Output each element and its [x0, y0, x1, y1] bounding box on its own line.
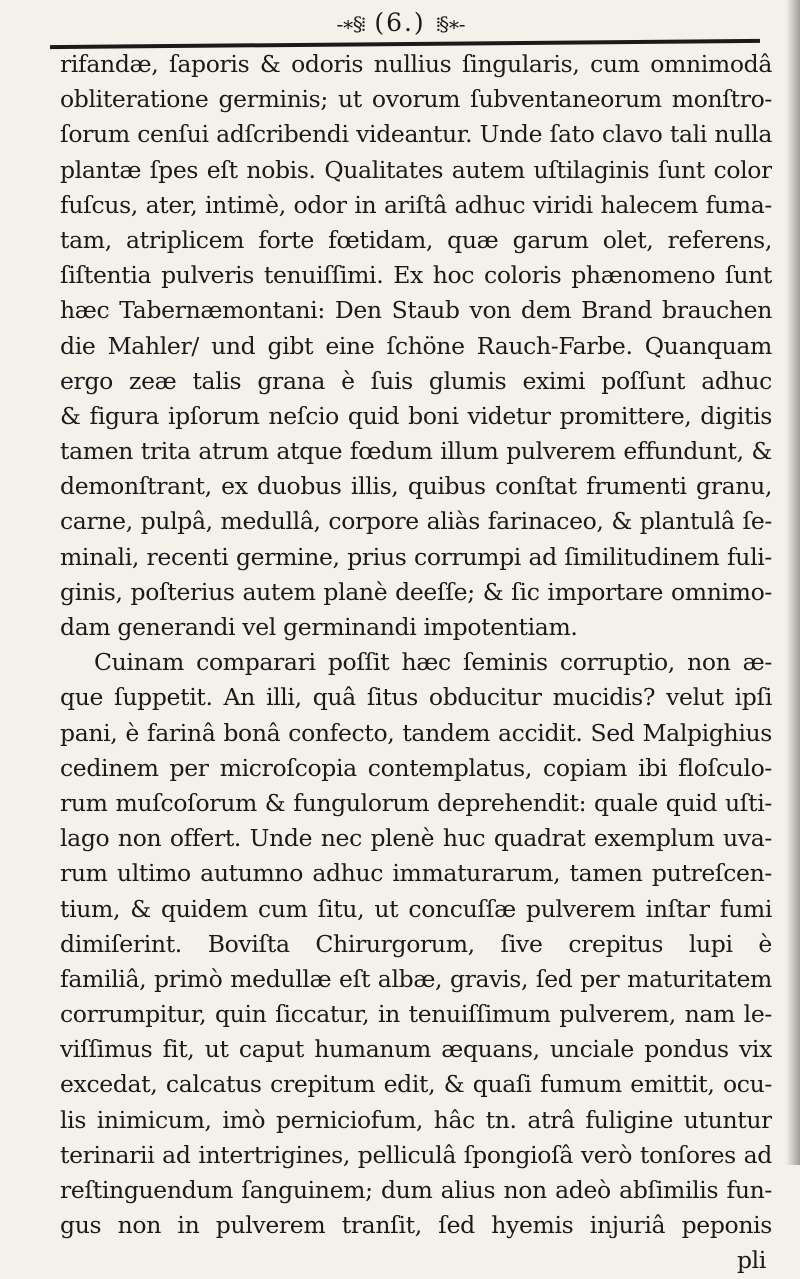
text-line: ſorum cenſui adſcribendi videantur. Unde ſato clavo tali nulla: [60, 120, 772, 149]
page-edge-shadow: [786, 0, 800, 1165]
text-line: excedat, calcatus crepitum edit, & quaſi fumum emittit, ocu-: [60, 1070, 772, 1099]
text-line: que ſuppetit. An illi, quâ ſitus obducitur mucidis? velut ipſi: [60, 683, 772, 712]
text-line: ginis, poſterius autem planè deeſſe; & ſic importare omnimo-: [60, 577, 772, 606]
text-line: reſtinguendum ſanguinem; dum alius non adeò abſimilis fun-: [60, 1176, 772, 1204]
text-line: familiâ, primò medullæ eſt albæ, gravis, ſed per maturitatem: [60, 964, 772, 993]
text-line: terinarii ad intertrigines, pelliculâ ſpongioſâ verò tonſores ad: [60, 1140, 772, 1169]
text-line: viſſimus fit, ut caput humanum æquans, unciale pondus vix: [60, 1035, 772, 1064]
text-line: ergo zeæ talis grana è ſuis glumis eximi poſſunt adhuc: [60, 366, 772, 395]
text-line: pani, è farinâ bonâ confecto, tandem accidit. Sed Malpighius: [60, 718, 772, 747]
text-line: corrumpitur, quin ſiccatur, in tenuiſſimum pulverem, nam le-: [60, 1000, 772, 1029]
text-line: plantæ ſpes eſt nobis. Qualitates autem uſtilaginis ſunt color: [60, 155, 772, 184]
text-line: lago non offert. Unde nec plenè huc quadrat exemplum uva-: [60, 824, 772, 853]
text-line: lis inimicum, imò perniciofum, hâc tn. atrâ fuligine utuntur: [60, 1105, 772, 1134]
text-line: demonſtrant, ex duobus illis, quibus conſtat frumenti granu,: [60, 472, 772, 501]
text-line: rum muſcoſorum & fungulorum deprehendit: quale quid uſti-: [60, 788, 772, 817]
text-line: ſiſtentia pulveris tenuiſſimi. Ex hoc coloris phænomeno ſunt: [60, 261, 772, 290]
text-line: tamen trita atrum atque fœdum illum pulverem effundunt, &: [60, 437, 772, 466]
text-line: tium, & quidem cum ſitu, ut concuſſæ pulverem inſtar fumi: [60, 894, 772, 923]
text-line: fuſcus, ater, intimè, odor in ariſtâ adhuc viridi halecem fuma-: [60, 190, 772, 219]
text-line: cedinem per microſcopia contemplatus, copiam ibi floſculo-: [60, 753, 772, 782]
text-line: minali, recenti germine, prius corrumpi ad ſimilitudinem fuli-: [60, 542, 772, 571]
text-line: dimiſerint. Boviſta Chirurgorum, ſive crepitus lupi è: [60, 929, 772, 958]
page-number: (6.): [374, 8, 426, 37]
text-line: hæc Tabernæmontani: Den Staub von dem Brand brauchen: [60, 296, 772, 325]
header-ornament-right: ⁞§∗-: [435, 12, 464, 36]
header-ornament-left: -∗§⁞: [336, 12, 365, 36]
text-line: dam generandi vel germinandi impotentiam.: [60, 613, 578, 641]
running-header: [0, 8, 800, 37]
text-line: & figura ipſorum neſcio quid boni videtur promittere, digitis: [60, 401, 772, 430]
body-text: [60, 47, 772, 1279]
text-line: carne, pulpâ, medullâ, corpore aliàs farinaceo, & plantulâ ſe-: [60, 507, 772, 536]
text-line: die Mahler/ und gibt eine ſchöne Rauch-Farbe. Quanquam: [60, 331, 772, 360]
text-line: tam, atriplicem forte fœtidam, quæ garum olet, referens,: [60, 225, 772, 254]
text-line: Cuinam comparari poſſit hæc ſeminis corruptio, non æ-: [94, 648, 772, 677]
text-line: rum ultimo autumno adhuc immaturarum, tamen putreſcen-: [60, 859, 772, 888]
text-line: rifandæ, ſaporis & odoris nullius ſingularis, cum omnimodâ: [60, 50, 772, 78]
text-line: pli: [736, 1246, 766, 1275]
text-line: obliteratione germinis; ut ovorum ſubventaneorum monſtro-: [60, 85, 772, 114]
text-line: gus non in pulverem tranſit, ſed hyemis injuriâ peponis: [60, 1211, 772, 1240]
